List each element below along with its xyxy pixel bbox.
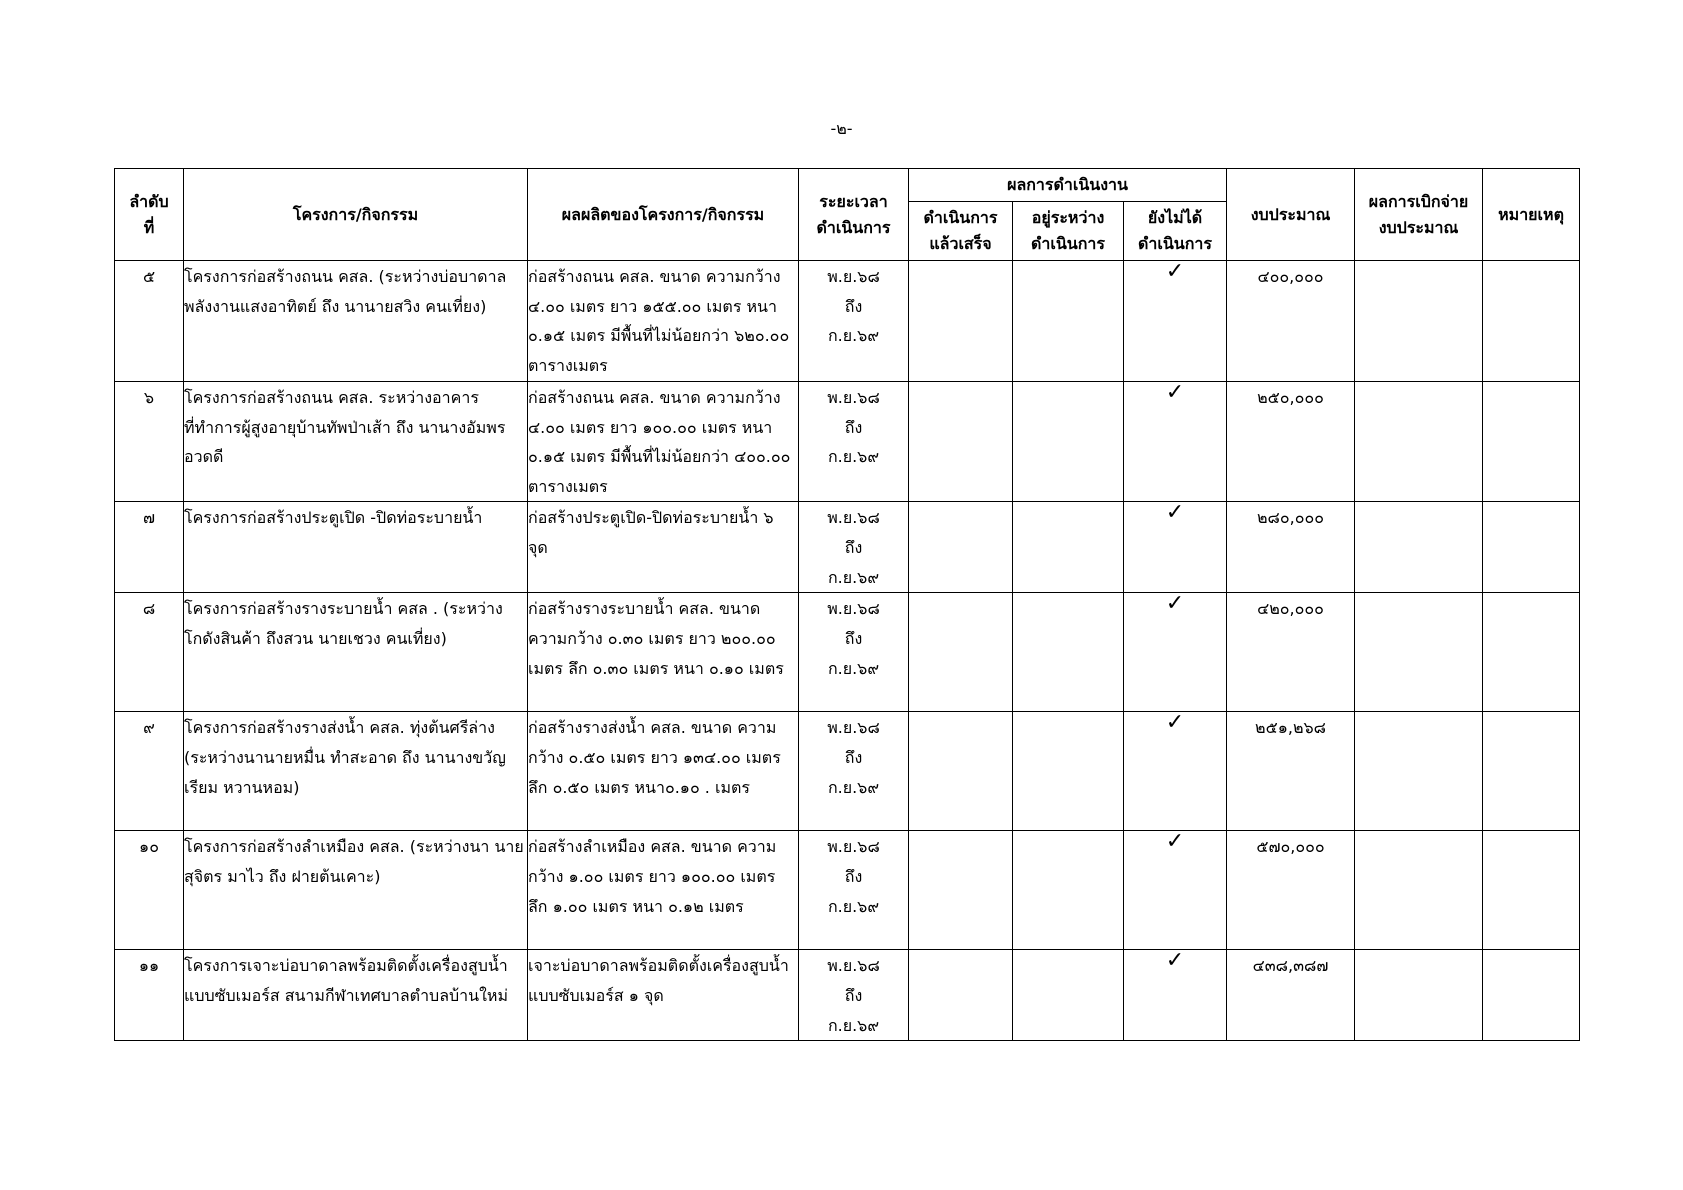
row-seq: ๑๐ <box>115 831 184 950</box>
row-remark <box>1483 593 1580 712</box>
period-to: ถึง <box>844 866 863 886</box>
period-to: ถึง <box>844 417 863 437</box>
period-start: พ.ย.๖๘ <box>827 599 880 619</box>
row-period <box>799 261 909 382</box>
row-output: ก่อสร้างรางระบายน้ำ คสล. ขนาดความกว้าง ๐.๓๐ เมตร ยาว ๒๐๐.๐๐ เมตร ลึก ๐.๓๐ เมตร หนา ๐.๑๐ เมตร <box>528 593 799 712</box>
row-not-started <box>1124 950 1227 1041</box>
table-row <box>115 593 1580 712</box>
row-disbursement <box>1355 502 1483 593</box>
budget-value: ๒๘๐,๐๐๐ <box>1257 508 1325 528</box>
row-period <box>799 950 909 1041</box>
period-start: พ.ย.๖๘ <box>827 267 880 286</box>
check-mark-icon: ✓ <box>1165 380 1185 405</box>
row-remark <box>1483 712 1580 831</box>
row-remark <box>1483 831 1580 950</box>
row-disbursement <box>1355 593 1483 712</box>
row-project: โครงการก่อสร้างลำเหมือง คสล. (ระหว่างนา นายสุจิตร มาไว ถึง ฝายต้นเคาะ) <box>184 831 528 950</box>
header-period: ระยะเวลา ดำเนินการ <box>799 169 909 261</box>
budget-value: ๕๗๐,๐๐๐ <box>1256 837 1325 857</box>
row-project: โครงการก่อสร้างรางส่งน้ำ คสล. ทุ่งต้นศรีล่าง (ระหว่างนานายหมื่น ทำสะอาด ถึง นานางขวัญเรียม หวานหอม) <box>184 712 528 831</box>
row-output: เจาะบ่อบาดาลพร้อมติดตั้งเครื่องสูบน้ำแบบซับเมอร์ส ๑ จุด <box>528 950 799 1041</box>
row-done <box>909 950 1013 1041</box>
row-not-started <box>1124 831 1227 950</box>
row-in-progress <box>1013 950 1124 1041</box>
row-done <box>909 261 1013 382</box>
row-seq: ๗ <box>115 502 184 593</box>
table-row <box>115 712 1580 831</box>
project-table <box>114 168 1580 1041</box>
row-budget <box>1227 382 1355 502</box>
row-remark <box>1483 382 1580 502</box>
table-row <box>115 950 1580 1041</box>
row-in-progress <box>1013 712 1124 831</box>
row-not-started <box>1124 502 1227 593</box>
period-end: ก.ย.๖๙ <box>827 777 880 797</box>
row-budget <box>1227 831 1355 950</box>
check-mark-icon: ✓ <box>1165 948 1185 974</box>
table-body <box>115 261 1580 1041</box>
header-disbursement: ผลการเบิกจ่าย งบประมาณ <box>1355 169 1483 261</box>
row-output: ก่อสร้างถนน คสล. ขนาด ความกว้าง ๔.๐๐ เมตร ยาว ๑๕๕.๐๐ เมตร หนา ๐.๑๕ เมตร มีพื้นที่ไม่น้อยกว่า ๖๒๐.๐๐ ตารางเมตร <box>528 261 799 382</box>
row-project: โครงการก่อสร้างถนน คสล. (ระหว่างบ่อบาดาล พลังงานแสงอาทิตย์ ถึง นานายสวิง คนเที่ยง) <box>184 261 528 382</box>
row-disbursement <box>1355 382 1483 502</box>
header-done: ดำเนินการ แล้วเสร็จ <box>909 202 1013 261</box>
period-start: พ.ย.๖๘ <box>827 388 880 407</box>
row-budget <box>1227 261 1355 382</box>
period-start: พ.ย.๖๘ <box>827 956 880 976</box>
header-not-started: ยังไม่ได้ ดำเนินการ <box>1124 202 1227 261</box>
period-to: ถึง <box>844 296 863 316</box>
period-start: พ.ย.๖๘ <box>827 508 880 528</box>
period-end: ก.ย.๖๙ <box>827 896 880 916</box>
row-in-progress <box>1013 502 1124 593</box>
row-disbursement <box>1355 261 1483 382</box>
row-project: โครงการเจาะบ่อบาดาลพร้อมติดตั้งเครื่องสูบน้ำแบบซับเมอร์ส สนามกีฬาเทศบาลตำบลบ้านใหม่ <box>184 950 528 1041</box>
row-output: ก่อสร้างถนน คสล. ขนาด ความกว้าง ๔.๐๐ เมตร ยาว ๑๐๐.๐๐ เมตร หนา ๐.๑๕ เมตร มีพื้นที่ไม่น้อยกว่า ๔๐๐.๐๐ ตารางเมตร <box>528 382 799 502</box>
header-output: ผลผลิตของโครงการ/กิจกรรม <box>528 169 799 261</box>
period-to: ถึง <box>844 537 863 557</box>
row-period <box>799 712 909 831</box>
row-remark <box>1483 502 1580 593</box>
period-end: ก.ย.๖๙ <box>827 447 880 467</box>
row-period <box>799 831 909 950</box>
row-not-started <box>1124 712 1227 831</box>
period-to: ถึง <box>844 747 863 767</box>
budget-value: ๔๒๐,๐๐๐ <box>1257 599 1324 619</box>
row-remark <box>1483 261 1580 382</box>
header-in-progress: อยู่ระหว่าง ดำเนินการ <box>1013 202 1124 261</box>
check-mark-icon: ✓ <box>1165 710 1185 736</box>
row-done <box>909 593 1013 712</box>
row-output: ก่อสร้างลำเหมือง คสล. ขนาด ความกว้าง ๑.๐๐ เมตร ยาว ๑๐๐.๐๐ เมตร ลึก ๑.๐๐ เมตร หนา ๐.๑๒ เมตร <box>528 831 799 950</box>
row-project: โครงการก่อสร้างประตูเปิด -ปิดท่อระบายน้ำ <box>184 502 528 593</box>
check-mark-icon: ✓ <box>1165 591 1185 617</box>
budget-value: ๒๕๐,๐๐๐ <box>1257 388 1324 407</box>
period-end: ก.ย.๖๙ <box>827 567 880 587</box>
row-budget <box>1227 950 1355 1041</box>
row-not-started <box>1124 382 1227 502</box>
row-project: โครงการก่อสร้างถนน คสล. ระหว่างอาคารที่ทำการผู้สูงอายุบ้านทัพป่าเส้า ถึง นานางอัมพร อวดดี <box>184 382 528 502</box>
row-done <box>909 382 1013 502</box>
header-remark: หมายเหตุ <box>1483 169 1580 261</box>
period-start: พ.ย.๖๘ <box>827 837 880 857</box>
row-budget <box>1227 712 1355 831</box>
row-in-progress <box>1013 382 1124 502</box>
row-budget <box>1227 593 1355 712</box>
row-not-started <box>1124 261 1227 382</box>
row-output: ก่อสร้างประตูเปิด-ปิดท่อระบายน้ำ ๖ จุด <box>528 502 799 593</box>
header-result-group: ผลการดำเนินงาน <box>909 169 1227 202</box>
row-seq: ๙ <box>115 712 184 831</box>
row-project: โครงการก่อสร้างรางระบายน้ำ คสล . (ระหว่างโกดังสินค้า ถึงสวน นายเชวง คนเที่ยง) <box>184 593 528 712</box>
row-in-progress <box>1013 831 1124 950</box>
period-to: ถึง <box>844 985 863 1005</box>
row-period <box>799 382 909 502</box>
row-seq: ๖ <box>115 382 184 502</box>
budget-value: ๔๐๐,๐๐๐ <box>1257 267 1324 286</box>
row-output: ก่อสร้างรางส่งน้ำ คสล. ขนาด ความกว้าง ๐.๕๐ เมตร ยาว ๑๓๔.๐๐ เมตร ลึก ๐.๕๐ เมตร หนา๐.๑๐ . เมตร <box>528 712 799 831</box>
row-seq: ๕ <box>115 261 184 382</box>
period-end: ก.ย.๖๙ <box>827 1015 880 1035</box>
check-mark-icon: ✓ <box>1165 829 1185 855</box>
row-in-progress <box>1013 593 1124 712</box>
check-mark-icon: ✓ <box>1165 259 1185 284</box>
row-remark <box>1483 950 1580 1041</box>
row-disbursement <box>1355 712 1483 831</box>
table-header <box>115 169 1580 261</box>
period-end: ก.ย.๖๙ <box>827 326 880 346</box>
row-done <box>909 712 1013 831</box>
header-project: โครงการ/กิจกรรม <box>184 169 528 261</box>
row-disbursement <box>1355 831 1483 950</box>
row-done <box>909 831 1013 950</box>
page-number: -๒- <box>830 119 853 138</box>
period-end: ก.ย.๖๙ <box>827 658 880 678</box>
budget-value: ๒๕๑,๒๖๘ <box>1255 718 1326 738</box>
header-budget: งบประมาณ <box>1227 169 1355 261</box>
table-row <box>115 831 1580 950</box>
row-period <box>799 593 909 712</box>
row-done <box>909 502 1013 593</box>
row-seq: ๘ <box>115 593 184 712</box>
row-seq: ๑๑ <box>115 950 184 1041</box>
budget-value: ๔๓๘,๓๘๗ <box>1252 956 1329 976</box>
table-row <box>115 261 1580 382</box>
table-row <box>115 382 1580 502</box>
row-disbursement <box>1355 950 1483 1041</box>
row-in-progress <box>1013 261 1124 382</box>
period-to: ถึง <box>844 628 863 648</box>
row-budget <box>1227 502 1355 593</box>
table-row <box>115 502 1580 593</box>
row-period <box>799 502 909 593</box>
row-not-started <box>1124 593 1227 712</box>
check-mark-icon: ✓ <box>1165 500 1185 526</box>
period-start: พ.ย.๖๘ <box>827 718 880 738</box>
header-seq: ลำดับ ที่ <box>115 169 184 261</box>
